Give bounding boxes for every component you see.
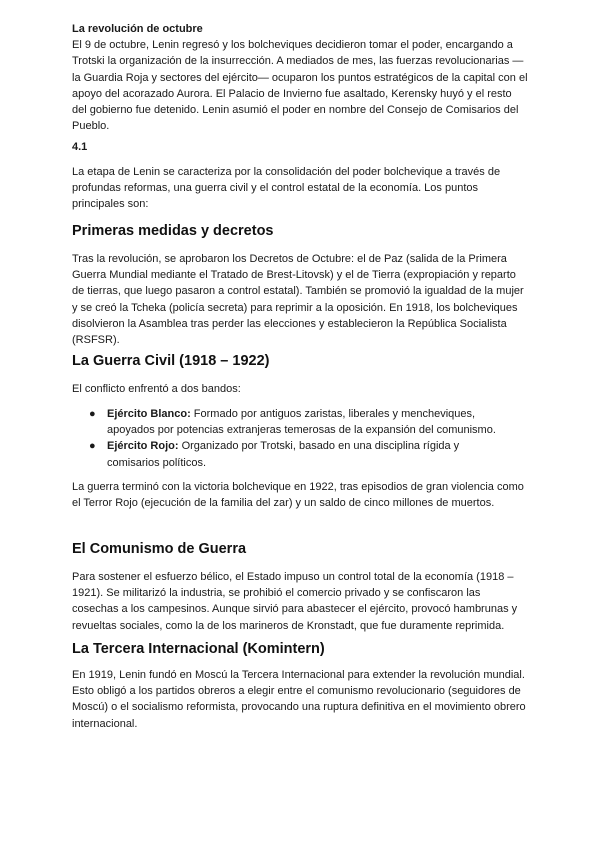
primeras-medidas-paragraph: Tras la revolución, se aprobaron los Decretos de Octubre: el de Paz (salida de la Primera Guerra Mundial mediante el Tratado de Brest-Litovsk) y el de Tierra (expropiación y reparto de tierras, que luego pasaron a control estatal). También se promovió la igualdad de la mujer y se creó la Tcheka (policía secreta) para reprimir a la oposición. En 1918, los bolcheviques disolvieron la Asamblea tras perder las elecciones y establecieron la República Socialista (RSFSR). [72, 253, 524, 347]
intro-title: La revolución de octubre [72, 23, 203, 35]
list-item-text: Organizado por Trotski, basado en una disciplina rígida y comisarios políticos. [107, 440, 460, 469]
heading-comunismo-guerra: El Comunismo de Guerra [72, 541, 247, 557]
list-item [72, 406, 512, 438]
bullet-icon: ● [89, 408, 96, 420]
intro-body: El 9 de octubre, Lenin regresó y los bolcheviques decidieron tomar el poder, encargando a Trotski la organización de la insurrección. A mediados de mes, las fuerzas revolucionarias —la Guardia Roja y sectores del ejército— ocuparon los puntos estratégicos de la capital con el apoyo del acorazado Aurora. El Palacio de Invierno fue asaltado, Kerensky huyó y el resto del gobierno fue detenido. Lenin asumió el poder en nombre del Consejo de Comisarios del Pueblo. [72, 39, 528, 133]
bandos-list [72, 406, 512, 471]
bullet-icon: ● [89, 440, 96, 453]
list-item-text: Formado por antiguos zaristas, liberales y mencheviques, apoyados por potencias extranjeras temerosas de la expansión del comunismo. [107, 408, 496, 437]
section-intro: La etapa de Lenin se caracteriza por la consolidación del poder bolchevique a través de profundas reformas, una guerra civil y el control estatal de la economía. Los puntos principales son: [72, 166, 501, 211]
komintern-paragraph: En 1919, Lenin fundó en Moscú la Tercera Internacional para extender la revolución mundial. Esto obligó a los partidos obreros a elegir entre el comunismo revolucionario (seguidores de Moscú) o el socialismo reformista, provocando una ruptura definitiva en el movimiento obrero internacional. [72, 669, 526, 730]
list-item-label: Ejército Rojo: [107, 440, 179, 453]
comunismo-guerra-paragraph: Para sostener el esfuerzo bélico, el Estado impuso un control total de la economía (1918 – 1921). Se militarizó la industria, se prohibió el comercio privado y se confiscaron las cosechas a los campesinos. Aunque sirvió para abastecer el ejército, provocó hambrunas y revueltas sociales, como la de los marineros de Kronstadt, que fue duramente reprimida. [72, 571, 518, 632]
list-item-label: Ejército Blanco: [107, 408, 191, 420]
guerra-civil-intro: El conflicto enfrentó a dos bandos: [72, 383, 241, 395]
heading-guerra-civil: La Guerra Civil (1918 – 1922) [72, 353, 270, 369]
guerra-civil-outro: La guerra terminó con la victoria bolchevique en 1922, tras episodios de gran violencia como el Terror Rojo (ejecución de la familia del zar) y un saldo de cinco millones de muertos. [72, 481, 524, 510]
list-item [72, 438, 512, 470]
heading-primeras-medidas: Primeras medidas y decretos [72, 223, 274, 239]
intro-block [72, 21, 528, 134]
section-number: 4.1 [72, 141, 88, 153]
heading-komintern: La Tercera Internacional (Komintern) [72, 641, 325, 657]
